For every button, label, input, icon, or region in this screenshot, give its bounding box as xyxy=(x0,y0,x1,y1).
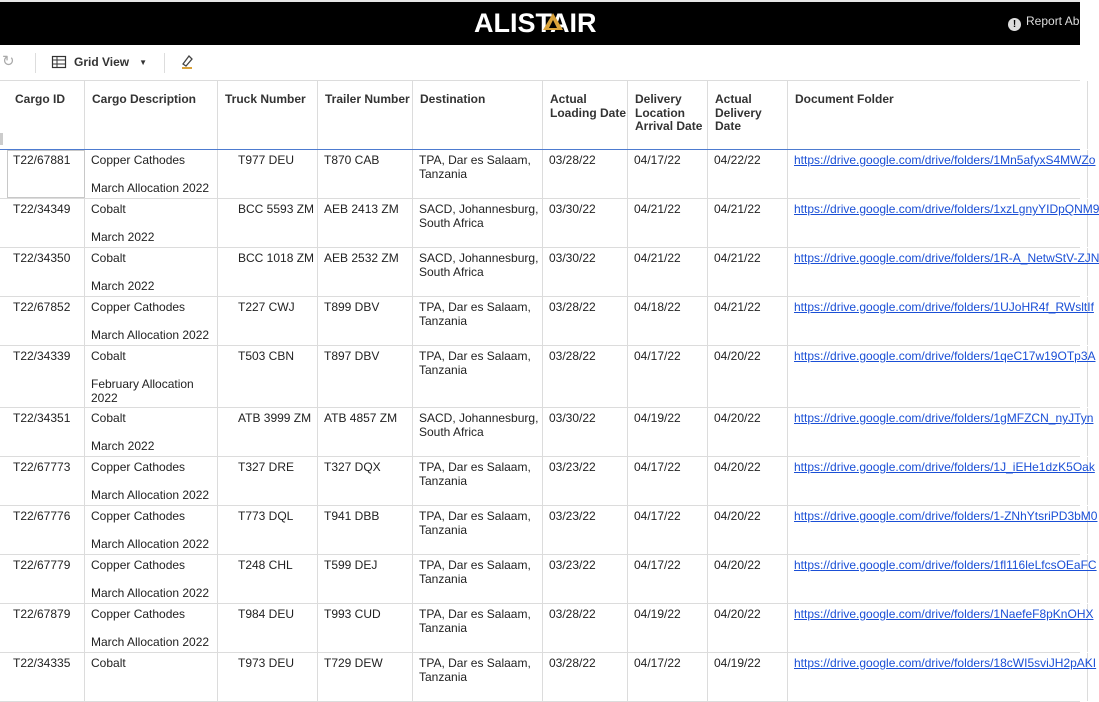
cell-destination[interactable]: TPA, Dar es Salaam, Tanzania xyxy=(413,506,543,554)
cell-destination[interactable]: TPA, Dar es Salaam, Tanzania xyxy=(413,555,543,603)
cargo-description-text: Cobalt xyxy=(91,656,126,670)
cell-trailer-number[interactable]: T897 DBV xyxy=(318,346,413,407)
column-header-cargo-description[interactable]: Cargo Description xyxy=(85,81,218,149)
cell-actual-loading-date[interactable]: 03/30/22 xyxy=(543,248,628,296)
cargo-description-text: Cobalt xyxy=(91,349,126,363)
allocation-text: March Allocation 2022 xyxy=(91,586,210,600)
cell-actual-loading-date[interactable]: 03/28/22 xyxy=(543,653,628,701)
cell-actual-delivery-date[interactable]: 04/21/22 xyxy=(708,297,788,345)
document-folder-link[interactable]: https://drive.google.com/drive/folders/1qeC17w19OTp3A xyxy=(794,349,1096,363)
table-row[interactable] xyxy=(0,248,1099,297)
cell-cargo-description[interactable] xyxy=(85,408,218,456)
cell-delivery-location-arrival-date[interactable]: 04/21/22 xyxy=(628,199,708,247)
grid-header-row xyxy=(0,81,1080,150)
cell-destination[interactable]: TPA, Dar es Salaam, Tanzania xyxy=(413,457,543,505)
cell-delivery-location-arrival-date[interactable]: 04/17/22 xyxy=(628,457,708,505)
cell-document-folder[interactable] xyxy=(788,150,1096,198)
cell-actual-loading-date[interactable]: 03/23/22 xyxy=(543,457,628,505)
app-header xyxy=(0,0,1080,45)
cell-actual-delivery-date[interactable]: 04/22/22 xyxy=(708,150,788,198)
table-row[interactable] xyxy=(0,653,1097,702)
cell-cargo-id[interactable]: T22/34335 xyxy=(7,653,85,701)
cell-actual-delivery-date[interactable]: 04/20/22 xyxy=(708,457,788,505)
cell-truck-number[interactable]: T503 CBN xyxy=(218,346,318,407)
cell-cargo-description[interactable] xyxy=(85,150,218,198)
cell-destination[interactable]: TPA, Dar es Salaam, Tanzania xyxy=(413,346,543,407)
allocation-text: March Allocation 2022 xyxy=(91,328,210,342)
cell-truck-number[interactable]: T773 DQL xyxy=(218,506,318,554)
column-header-delivery-location-arrival-date[interactable]: Delivery Location Arrival Date xyxy=(628,81,708,149)
cell-cargo-description[interactable] xyxy=(85,297,218,345)
cell-cargo-id[interactable]: T22/67852 xyxy=(7,297,85,345)
cell-delivery-location-arrival-date[interactable]: 04/17/22 xyxy=(628,506,708,554)
allocation-text: March 2022 xyxy=(91,230,155,244)
cell-document-folder[interactable] xyxy=(788,248,1099,296)
cell-cargo-description[interactable] xyxy=(85,199,218,247)
cell-trailer-number[interactable]: T599 DEJ xyxy=(318,555,413,603)
cell-cargo-description[interactable] xyxy=(85,457,218,505)
cell-actual-delivery-date[interactable]: 04/20/22 xyxy=(708,408,788,456)
cell-cargo-id[interactable]: T22/67773 xyxy=(7,457,85,505)
cell-truck-number[interactable]: T327 DRE xyxy=(218,457,318,505)
cell-delivery-location-arrival-date[interactable]: 04/17/22 xyxy=(628,150,708,198)
cell-document-folder[interactable] xyxy=(788,297,1094,345)
cell-document-folder[interactable] xyxy=(788,457,1095,505)
cell-actual-delivery-date[interactable]: 04/19/22 xyxy=(708,653,788,701)
cell-delivery-location-arrival-date[interactable]: 04/19/22 xyxy=(628,604,708,652)
logo-text: ALISTAIR xyxy=(474,8,597,38)
cargo-description-text: Copper Cathodes xyxy=(91,300,186,314)
cell-actual-delivery-date[interactable]: 04/20/22 xyxy=(708,346,788,407)
cell-document-folder[interactable] xyxy=(788,604,1094,652)
cell-cargo-description[interactable] xyxy=(85,604,218,652)
cell-cargo-description[interactable] xyxy=(85,506,218,554)
allocation-text: March Allocation 2022 xyxy=(91,181,210,195)
cargo-description-text: Copper Cathodes xyxy=(91,460,186,474)
cell-delivery-location-arrival-date[interactable]: 04/17/22 xyxy=(628,346,708,407)
cell-actual-delivery-date[interactable]: 04/21/22 xyxy=(708,248,788,296)
cell-actual-delivery-date[interactable]: 04/20/22 xyxy=(708,506,788,554)
cell-cargo-description[interactable] xyxy=(85,346,218,407)
cell-cargo-description[interactable] xyxy=(85,555,218,603)
alistair-logo[interactable] xyxy=(474,9,604,37)
cell-cargo-id[interactable]: T22/34349 xyxy=(7,199,85,247)
table-row[interactable] xyxy=(0,604,1094,653)
cell-trailer-number[interactable]: AEB 2532 ZM xyxy=(318,248,413,296)
cell-truck-number[interactable]: T227 CWJ xyxy=(218,297,318,345)
cargo-description-text: Cobalt xyxy=(91,202,126,216)
cargo-description-text: Copper Cathodes xyxy=(91,509,186,523)
cell-trailer-number[interactable]: AEB 2413 ZM xyxy=(318,199,413,247)
table-row[interactable] xyxy=(0,457,1095,506)
allocation-text: March 2022 xyxy=(91,279,155,293)
cell-cargo-description[interactable] xyxy=(85,653,218,701)
cell-trailer-number[interactable]: T899 DBV xyxy=(318,297,413,345)
cargo-description-text: Copper Cathodes xyxy=(91,153,186,167)
allocation-text: March 2022 xyxy=(91,439,155,453)
redo-icon[interactable]: ↻ xyxy=(2,53,15,70)
cell-truck-number[interactable]: ATB 3999 ZM xyxy=(218,408,318,456)
table-row[interactable] xyxy=(0,150,1096,199)
toolbar-divider xyxy=(35,53,36,73)
cell-document-folder[interactable] xyxy=(788,346,1096,407)
cell-cargo-id[interactable]: T22/34339 xyxy=(7,346,85,407)
table-row[interactable] xyxy=(0,346,1096,408)
cell-truck-number[interactable]: T984 DEU xyxy=(218,604,318,652)
logo-triangle-inner xyxy=(549,20,557,28)
column-header-actual-delivery-date[interactable]: Actual Delivery Date xyxy=(708,81,788,149)
document-folder-link[interactable]: https://drive.google.com/drive/folders/1gMFZCN_nyJTyn xyxy=(794,411,1094,425)
table-row[interactable] xyxy=(0,555,1097,604)
cell-destination[interactable]: SACD, Johannesburg, South Africa xyxy=(413,408,543,456)
cell-cargo-id[interactable]: T22/67776 xyxy=(7,506,85,554)
cell-actual-loading-date[interactable]: 03/28/22 xyxy=(543,297,628,345)
cell-cargo-id[interactable]: T22/34351 xyxy=(7,408,85,456)
cell-destination[interactable]: TPA, Dar es Salaam, Tanzania xyxy=(413,604,543,652)
cargo-description-text: Copper Cathodes xyxy=(91,558,186,572)
document-folder-link[interactable]: https://drive.google.com/drive/folders/1fl116leLfcsOEaFC xyxy=(794,558,1097,572)
cell-actual-loading-date[interactable]: 03/28/22 xyxy=(543,604,628,652)
cell-truck-number[interactable]: BCC 1018 ZM xyxy=(218,248,318,296)
column-header-trailer-number[interactable]: Trailer Number xyxy=(318,81,413,149)
cell-delivery-location-arrival-date[interactable]: 04/21/22 xyxy=(628,248,708,296)
document-folder-link[interactable]: https://drive.google.com/drive/folders/1R-A_NetwStV-ZJN xyxy=(794,251,1099,265)
cell-trailer-number[interactable]: T327 DQX xyxy=(318,457,413,505)
info-icon: ! xyxy=(1008,18,1021,31)
document-folder-link[interactable]: https://drive.google.com/drive/folders/18cWI5sviJH2pAKI xyxy=(794,656,1097,670)
cell-actual-delivery-date[interactable]: 04/20/22 xyxy=(708,604,788,652)
cell-actual-delivery-date[interactable]: 04/20/22 xyxy=(708,555,788,603)
cell-trailer-number[interactable]: T941 DBB xyxy=(318,506,413,554)
cell-actual-loading-date[interactable]: 03/23/22 xyxy=(543,506,628,554)
allocation-text: February Allocation 2022 xyxy=(91,377,194,405)
allocation-text: March Allocation 2022 xyxy=(91,635,210,649)
document-folder-link[interactable]: https://drive.google.com/drive/folders/1J_iEHe1dzK5Oak xyxy=(794,460,1095,474)
cell-destination[interactable]: SACD, Johannesburg, South Africa xyxy=(413,248,543,296)
document-folder-link[interactable]: https://drive.google.com/drive/folders/1xzLgnyYIDpQNM9 xyxy=(794,202,1099,216)
cell-cargo-id[interactable]: T22/67881 xyxy=(7,150,85,198)
toolbar-divider xyxy=(164,53,165,73)
cell-cargo-id[interactable]: T22/67879 xyxy=(7,604,85,652)
cell-document-folder[interactable] xyxy=(788,555,1097,603)
cell-document-folder[interactable] xyxy=(788,408,1094,456)
allocation-text: March Allocation 2022 xyxy=(91,488,210,502)
cell-actual-loading-date[interactable]: 03/28/22 xyxy=(543,150,628,198)
cell-trailer-number[interactable]: T870 CAB xyxy=(318,150,413,198)
cargo-description-text: Cobalt xyxy=(91,251,126,265)
cell-trailer-number[interactable]: T729 DEW xyxy=(318,653,413,701)
cell-truck-number[interactable]: T977 DEU xyxy=(218,150,318,198)
cargo-description-text: Cobalt xyxy=(91,411,126,425)
chevron-down-icon: ▼ xyxy=(139,57,148,67)
cell-document-folder[interactable] xyxy=(788,653,1097,701)
cell-delivery-location-arrival-date[interactable]: 04/17/22 xyxy=(628,555,708,603)
cell-actual-loading-date[interactable]: 03/30/22 xyxy=(543,408,628,456)
column-header-truck-number[interactable]: Truck Number xyxy=(218,81,318,149)
cell-cargo-id[interactable]: T22/67779 xyxy=(7,555,85,603)
cell-delivery-location-arrival-date[interactable]: 04/18/22 xyxy=(628,297,708,345)
column-header-document-folder[interactable]: Document Folder xyxy=(788,81,1088,149)
cell-cargo-description[interactable] xyxy=(85,248,218,296)
cell-truck-number[interactable]: BCC 5593 ZM xyxy=(218,199,318,247)
document-folder-link[interactable]: https://drive.google.com/drive/folders/1-ZNhYtsriPD3bM0 xyxy=(794,509,1098,523)
column-header-destination[interactable]: Destination xyxy=(413,81,543,149)
grid-icon xyxy=(52,56,66,68)
row-resize-handle[interactable] xyxy=(0,133,3,145)
cell-truck-number[interactable]: T248 CHL xyxy=(218,555,318,603)
cell-cargo-id[interactable]: T22/34350 xyxy=(7,248,85,296)
document-folder-link[interactable]: https://drive.google.com/drive/folders/1Mn5afyxS4MWZo xyxy=(794,153,1096,167)
cell-destination[interactable]: TPA, Dar es Salaam, Tanzania xyxy=(413,297,543,345)
allocation-text: March Allocation 2022 xyxy=(91,537,210,551)
table-row[interactable] xyxy=(0,297,1094,346)
cell-actual-loading-date[interactable]: 03/23/22 xyxy=(543,555,628,603)
cell-destination[interactable]: SACD, Johannesburg, South Africa xyxy=(413,199,543,247)
report-link[interactable] xyxy=(1008,14,1079,32)
cell-actual-delivery-date[interactable]: 04/21/22 xyxy=(708,199,788,247)
cargo-description-text: Copper Cathodes xyxy=(91,607,186,621)
grid-view-label: Grid View xyxy=(74,55,130,69)
cell-trailer-number[interactable]: ATB 4857 ZM xyxy=(318,408,413,456)
cell-document-folder[interactable] xyxy=(788,199,1099,247)
document-folder-link[interactable]: https://drive.google.com/drive/folders/1UJoHR4f_RWsltIf xyxy=(794,300,1094,314)
column-header-actual-loading-date[interactable]: Actual Loading Date xyxy=(543,81,628,149)
grid-view-dropdown[interactable] xyxy=(52,52,147,72)
document-folder-link[interactable]: https://drive.google.com/drive/folders/1NaefeF8pKnOHX xyxy=(794,607,1094,621)
cell-destination[interactable]: TPA, Dar es Salaam, Tanzania xyxy=(413,653,543,701)
cell-document-folder[interactable] xyxy=(788,506,1098,554)
cargo-grid xyxy=(0,81,1099,684)
report-link-label: Report Ab xyxy=(1026,14,1080,28)
highlighter-icon[interactable] xyxy=(178,53,196,71)
table-row[interactable] xyxy=(0,199,1099,248)
cell-actual-loading-date[interactable]: 03/30/22 xyxy=(543,199,628,247)
table-row[interactable] xyxy=(0,408,1094,457)
cell-trailer-number[interactable]: T993 CUD xyxy=(318,604,413,652)
column-header-cargo-id[interactable]: Cargo ID xyxy=(7,81,85,149)
header-top-line xyxy=(0,0,1080,2)
cell-delivery-location-arrival-date[interactable]: 04/17/22 xyxy=(628,653,708,701)
cell-destination[interactable]: TPA, Dar es Salaam, Tanzania xyxy=(413,150,543,198)
view-toolbar xyxy=(0,45,1080,81)
cell-truck-number[interactable]: T973 DEU xyxy=(218,653,318,701)
cell-actual-loading-date[interactable]: 03/28/22 xyxy=(543,346,628,407)
cell-delivery-location-arrival-date[interactable]: 04/19/22 xyxy=(628,408,708,456)
table-row[interactable] xyxy=(0,506,1098,555)
